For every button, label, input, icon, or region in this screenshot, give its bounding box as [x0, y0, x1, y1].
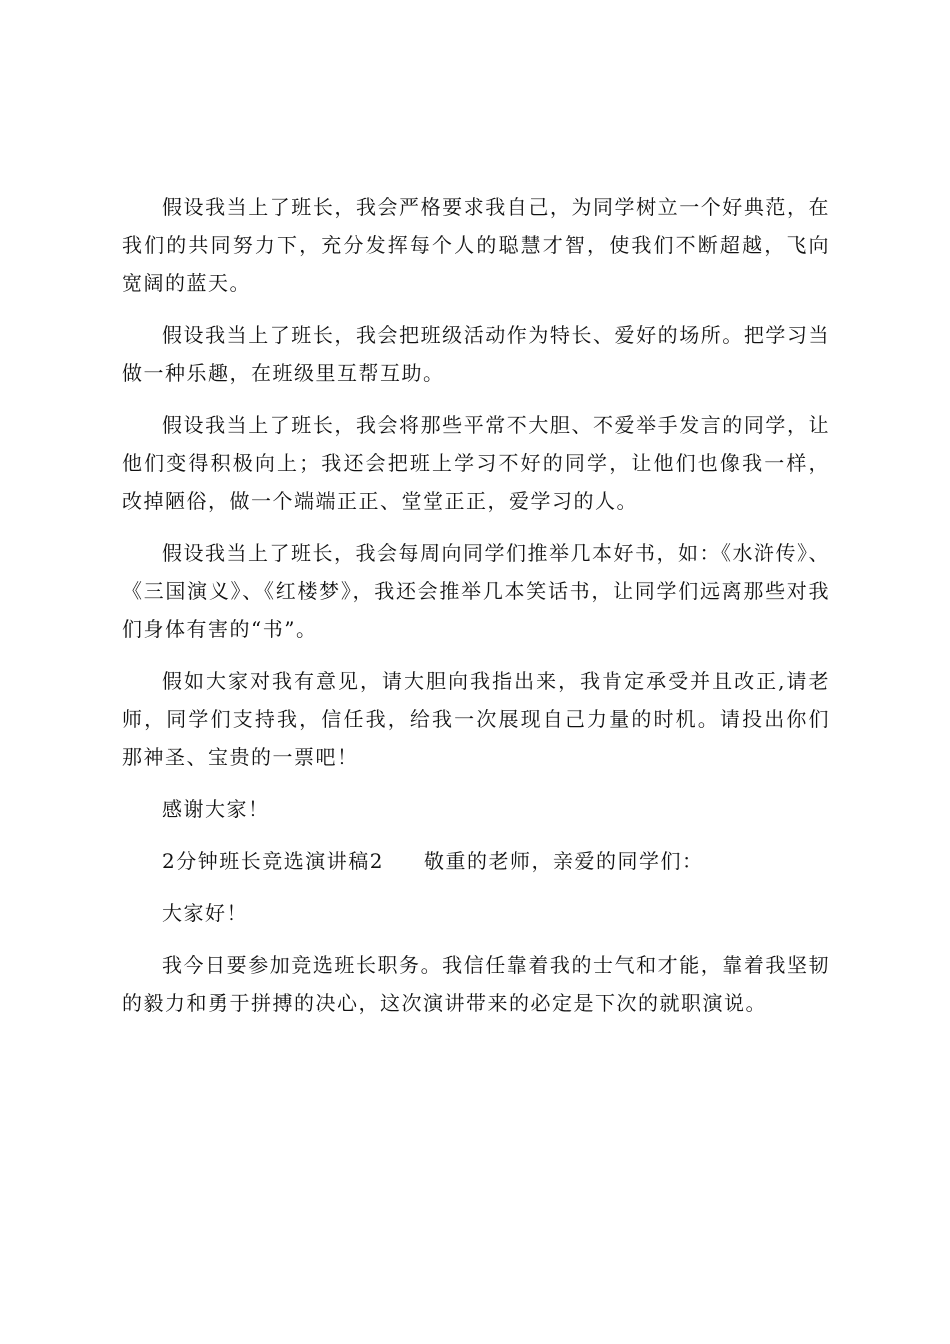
paragraph-1: 假设我当上了班长，我会严格要求我自己，为同学树立一个好典范，在我们的共同努力下，充分发挥每个人的聪慧才智，使我们不断超越，飞向宽阔的蓝天。 — [122, 195, 830, 295]
greeting-line: 大家好！ — [162, 901, 248, 925]
paragraph-closing: 我今日要参加竞选班长职务。我信任靠着我的士气和才能，靠着我坚韧的毅力和勇于拼搏的决心，这次演讲带来的必定是下次的就职演说。 — [122, 953, 830, 1015]
document-body — [122, 188, 830, 1036]
paragraph-4: 假设我当上了班长，我会每周向同学们推举几本好书，如：《水浒传》、《三国演义》、《红楼梦》，我还会推举几本笑话书，让同学们远离那些对我们身体有害的“书”。 — [122, 541, 830, 641]
speech-heading — [122, 842, 830, 880]
paragraph-3: 假设我当上了班长，我会将那些平常不大胆、不爱举手发言的同学，让他们变得积极向上；我还会把班上学习不好的同学，让他们也像我一样，改掉陋俗，做一个端端正正、堂堂正正，爱学习的人。 — [122, 413, 830, 513]
thanks-line: 感谢大家！ — [162, 797, 270, 821]
speech-salutation: 敬重的老师，亲爱的同学们： — [423, 849, 704, 873]
paragraph-5: 假如大家对我有意见，请大胆向我指出来，我肯定承受并且改正,请老师，同学们支持我，信任我，给我一次展现自己力量的时机。请投出你们那神圣、宝贵的一票吧！ — [122, 669, 830, 769]
speech-title: 2分钟班长竞选演讲稿2 — [162, 849, 384, 873]
paragraph-2: 假设我当上了班长，我会把班级活动作为特长、爱好的场所。把学习当做一种乐趣，在班级里互帮互助。 — [122, 323, 830, 385]
